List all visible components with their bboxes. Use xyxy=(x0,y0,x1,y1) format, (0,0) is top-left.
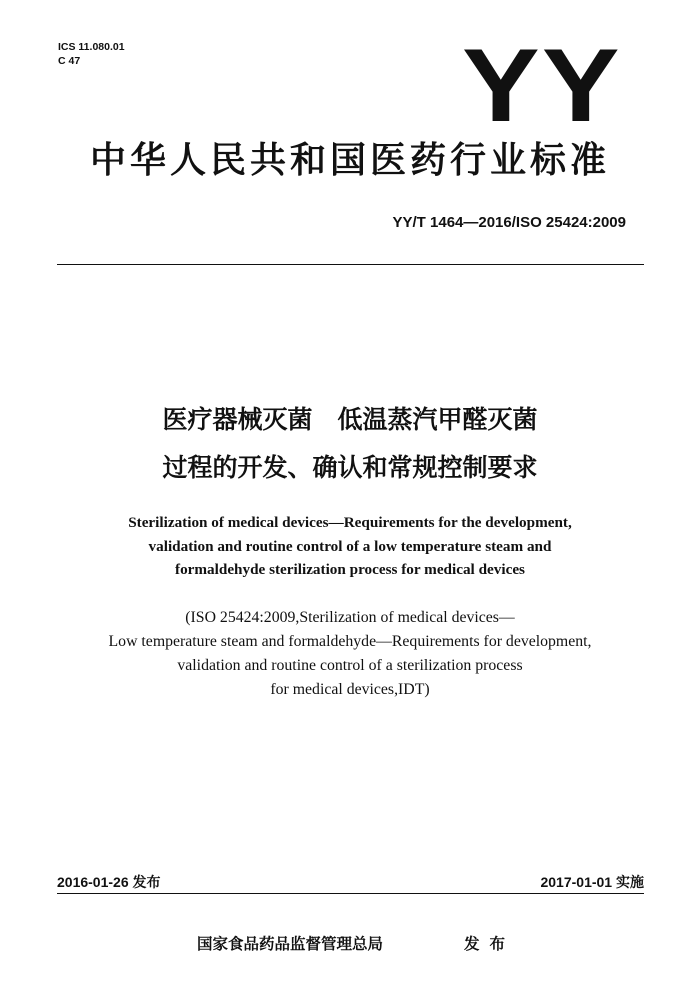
ics-code: ICS 11.080.01 xyxy=(58,41,125,53)
issue-date: 2016-01-26 发布 xyxy=(57,874,161,890)
ics-classification xyxy=(58,40,125,68)
issuing-authority: 国家食品药品监督管理总局 xyxy=(197,935,384,953)
english-title xyxy=(0,511,700,582)
standard-number: YY/T 1464—2016/ISO 25424:2009 xyxy=(392,214,626,231)
iso-equivalence-note xyxy=(0,606,700,702)
iso-note-line: Low temperature steam and formaldehyde—Requirements for development, xyxy=(108,633,592,650)
english-title-line: Sterilization of medical devices—Requirements for the development, xyxy=(128,514,572,531)
chinese-title-line1: 医疗器械灭菌 低温蒸汽甲醛灭菌 xyxy=(162,405,538,434)
english-title-line: validation and routine control of a low temperature steam and xyxy=(148,537,552,555)
top-divider xyxy=(57,264,644,265)
yy-logo: YY xyxy=(462,28,622,144)
english-title-line: formaldehyde sterilization process for medical devices xyxy=(175,561,525,578)
implementation-date: 2017-01-01 实施 xyxy=(540,874,644,890)
iso-note-line: (ISO 25424:2009,Sterilization of medical devices— xyxy=(185,609,515,626)
chinese-title-line2: 过程的开发、确认和常规控制要求 xyxy=(162,453,538,482)
standard-title: 中华人民共和国医药行业标准 xyxy=(89,140,610,181)
iso-note-line: validation and routine control of a sterilization process xyxy=(177,657,523,674)
issued-label: 发布 xyxy=(464,935,516,953)
ccs-code: C 47 xyxy=(58,55,81,67)
bottom-divider xyxy=(57,893,644,894)
iso-note-line: for medical devices,IDT) xyxy=(270,681,430,698)
